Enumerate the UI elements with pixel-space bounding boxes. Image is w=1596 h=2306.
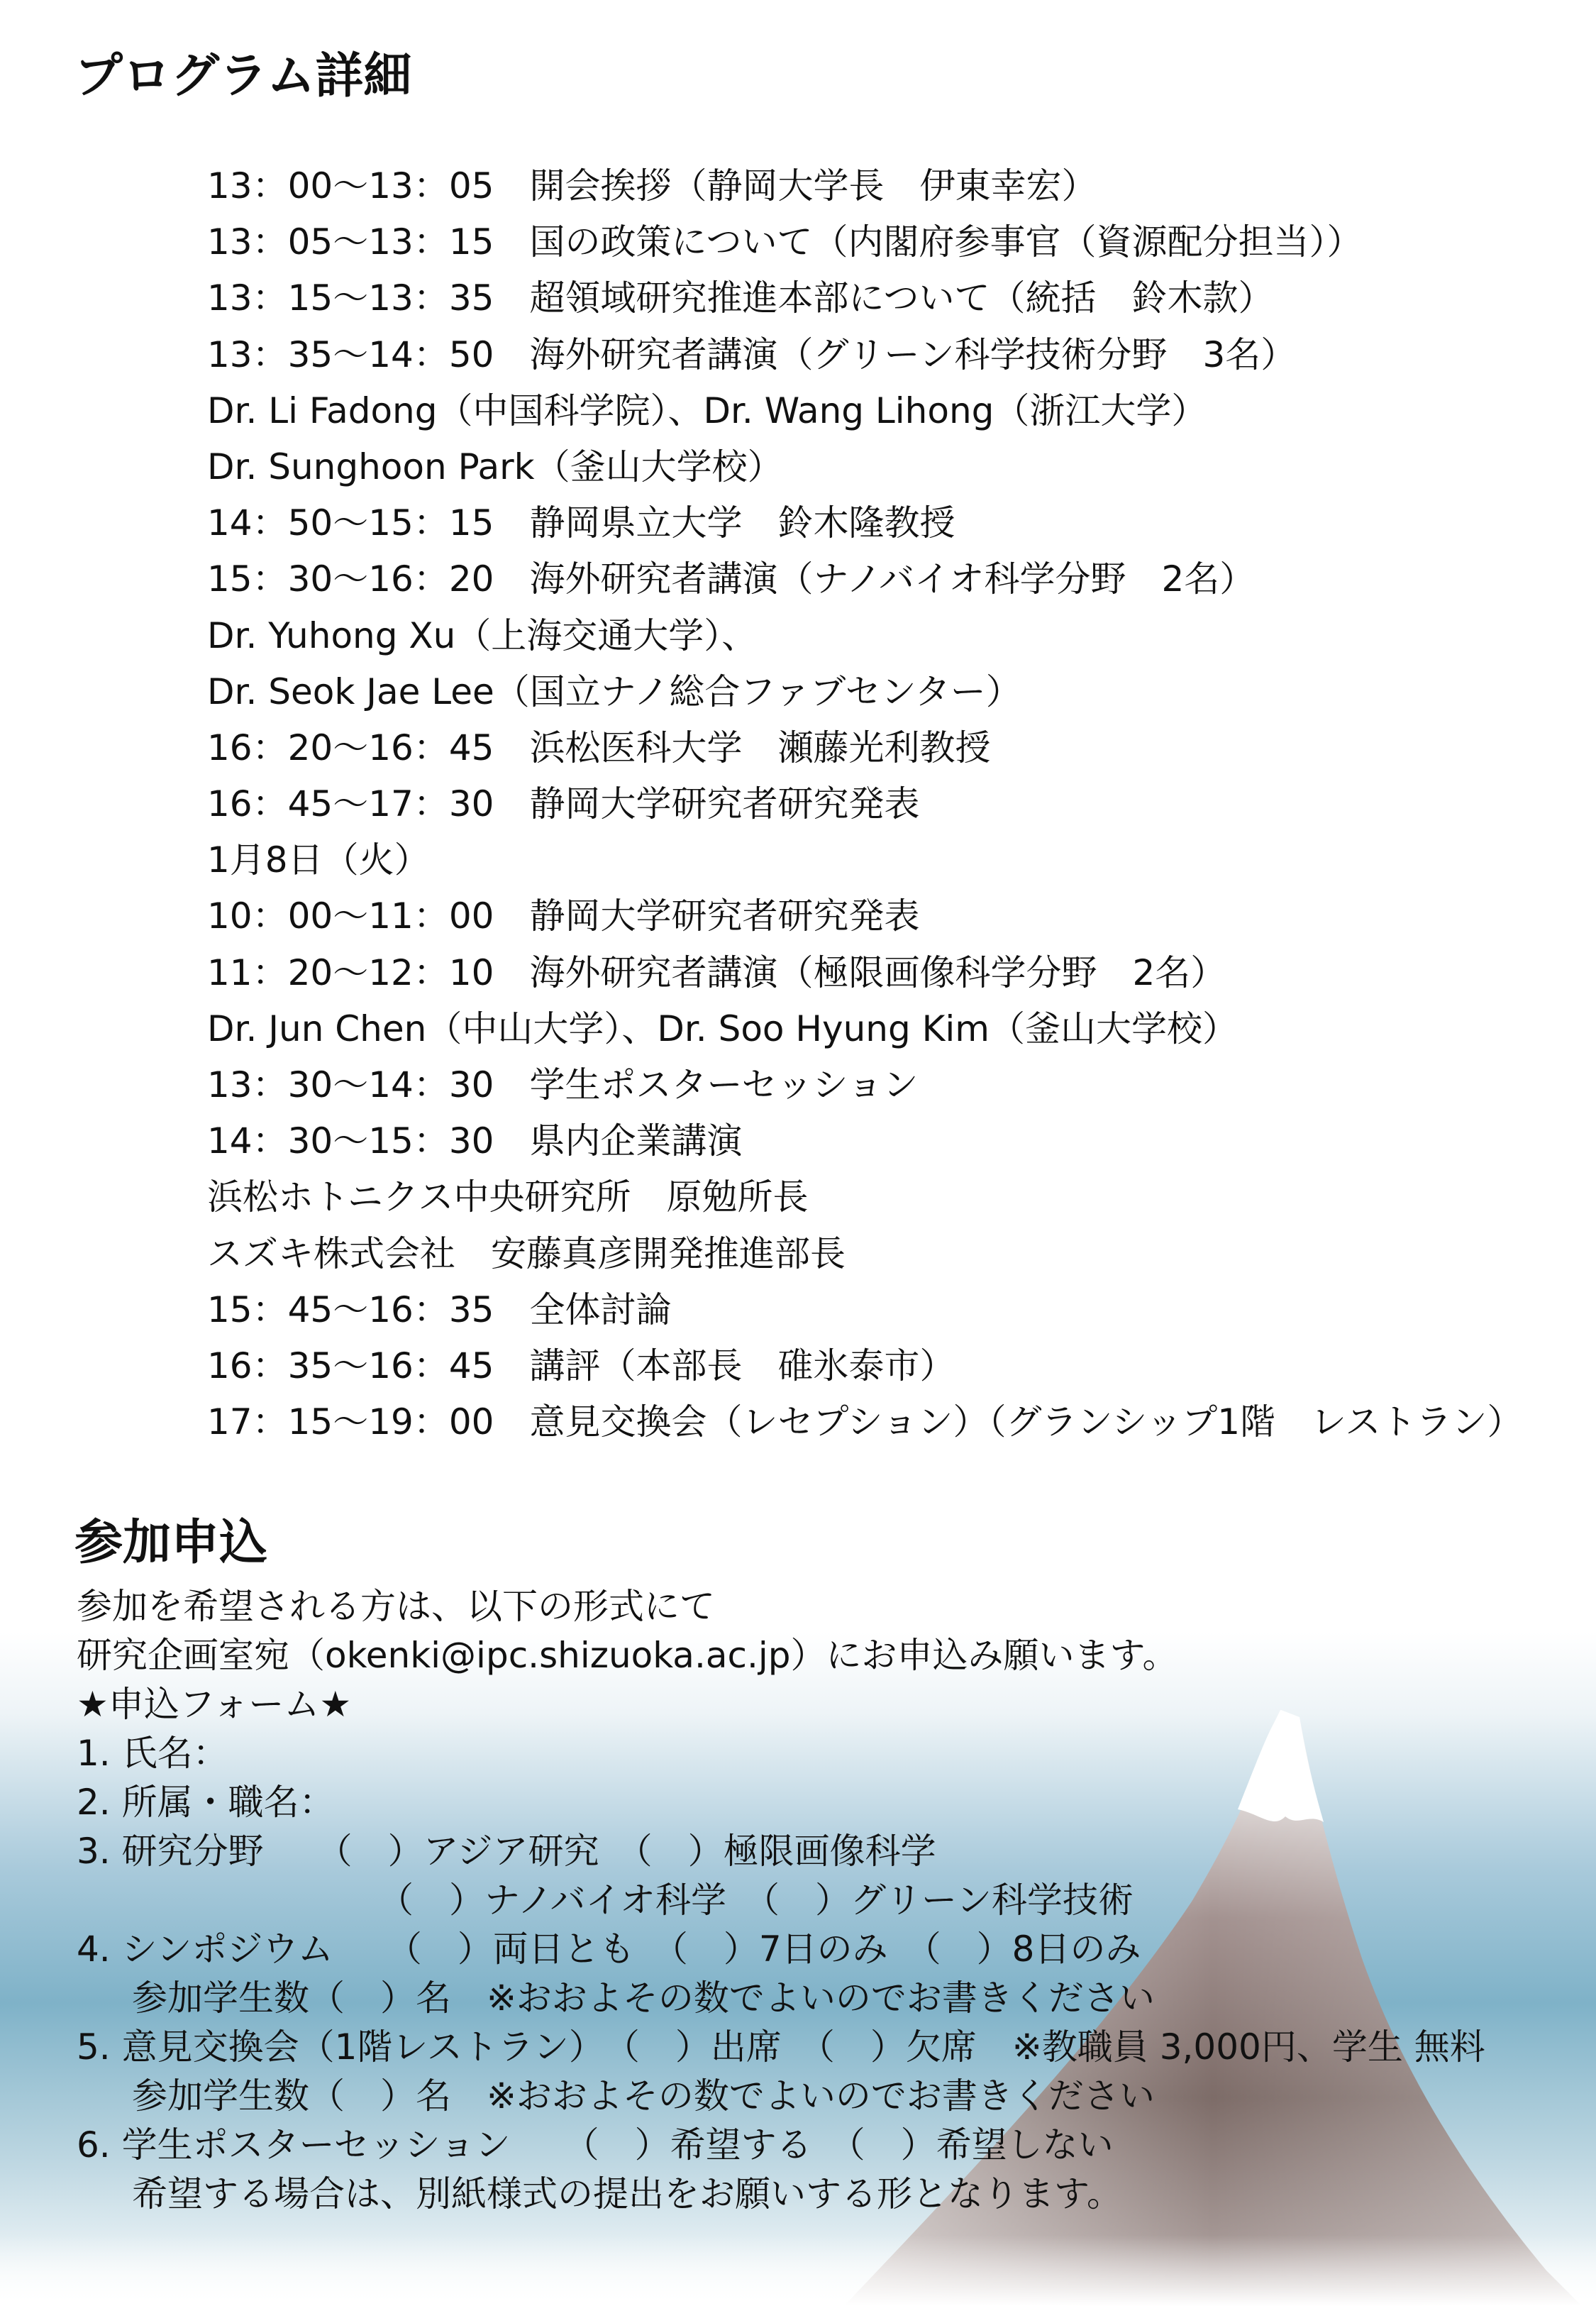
program-line: 浜松ホトニクス中央研究所 原勉所長 <box>207 1176 809 1218</box>
form-item-reception: 5. 意見交換会（1階レストラン） （ ）出席 （ ）欠席 ※教職員 3,000円、学生 無料 <box>77 2026 1485 2068</box>
form-item-research-field: 3. 研究分野 （ ）アジア研究 （ ）極限画像科学 <box>77 1831 936 1872</box>
program-line: 16：20～16：45 浜松医科大学 瀬藤光利教授 <box>207 727 991 768</box>
form-item-name: 1. 氏名： <box>77 1733 228 1774</box>
program-line: 13：00～13：05 開会挨拶（静岡大学長 伊東幸宏） <box>207 165 1097 206</box>
program-line: 15：30～16：20 海外研究者講演（ナノバイオ科学分野 2名） <box>207 558 1256 600</box>
program-line: 14：30～15：30 県内企業講演 <box>207 1120 743 1162</box>
program-line: スズキ株式会社 安藤真彦開発推進部長 <box>207 1232 846 1274</box>
program-line: 13：05～13：15 国の政策について（内閣府参事官（資源配分担当）） <box>207 221 1363 263</box>
program-line: 10：00～11：00 静岡大学研究者研究発表 <box>207 895 920 937</box>
program-line: Dr. Li Fadong（中国科学院）、Dr. Wang Lihong（浙江大学） <box>207 390 1207 431</box>
program-line: Dr. Seok Jae Lee（国立ナノ総合ファブセンター） <box>207 671 1021 712</box>
application-section <box>77 1582 1485 2219</box>
form-title: ★申込フォーム★ <box>77 1684 352 1725</box>
application-intro-line-1: 参加を希望される方は、以下の形式にて <box>77 1586 715 1627</box>
form-item-research-field-cont: （ ）ナノバイオ科学 （ ）グリーン科学技術 <box>378 1880 1134 1921</box>
program-heading: プログラム詳細 <box>74 48 412 104</box>
program-line: Dr. Jun Chen（中山大学）、Dr. Soo Hyung Kim（釜山大学校） <box>207 1008 1238 1049</box>
application-heading: 参加申込 <box>74 1515 268 1571</box>
application-intro-line-2: 研究企画室宛（okenki@ipc.shizuoka.ac.jp）にお申込み願います。 <box>77 1635 1178 1676</box>
program-line: 13：15～13：35 超領域研究推進本部について（統括 鈴木款） <box>207 277 1274 319</box>
form-item-symposium-students: 参加学生数（ ）名 ※おおよその数でよいのでお書きください <box>132 1977 1155 2019</box>
form-item-symposium: 4. シンポジウム （ ）両日とも （ ）7日のみ （ ）8日のみ <box>77 1929 1141 1970</box>
program-line: 1月8日（火） <box>207 839 430 881</box>
program-line: 16：35～16：45 講評（本部長 碓氷泰市） <box>207 1345 955 1386</box>
form-item-reception-students: 参加学生数（ ）名 ※おおよその数でよいのでお書きください <box>132 2075 1155 2117</box>
form-item-affiliation: 2. 所属・職名： <box>77 1782 335 1823</box>
program-line: Dr. Yuhong Xu（上海交通大学）、 <box>207 614 758 656</box>
program-line: 15：45～16：35 全体討論 <box>207 1289 672 1330</box>
program-list <box>207 158 1523 1450</box>
form-item-poster-note: 希望する場合は、別紙様式の提出をお願いする形となります。 <box>132 2173 1122 2214</box>
program-line: 11：20～12：10 海外研究者講演（極限画像科学分野 2名） <box>207 951 1226 993</box>
program-line: 17：15～19：00 意見交換会（レセプション）（グランシップ1階 レストラン） <box>207 1401 1523 1443</box>
program-line: 16：45～17：30 静岡大学研究者研究発表 <box>207 783 920 825</box>
program-line: 13：35～14：50 海外研究者講演（グリーン科学技術分野 3名） <box>207 333 1297 375</box>
program-line: 14：50～15：15 静岡県立大学 鈴木隆教授 <box>207 502 955 544</box>
program-line: 13：30～14：30 学生ポスターセッション <box>207 1064 919 1105</box>
program-line: Dr. Sunghoon Park（釜山大学校） <box>207 446 783 487</box>
form-item-poster-session: 6. 学生ポスターセッション （ ）希望する （ ）希望しない <box>77 2124 1114 2166</box>
